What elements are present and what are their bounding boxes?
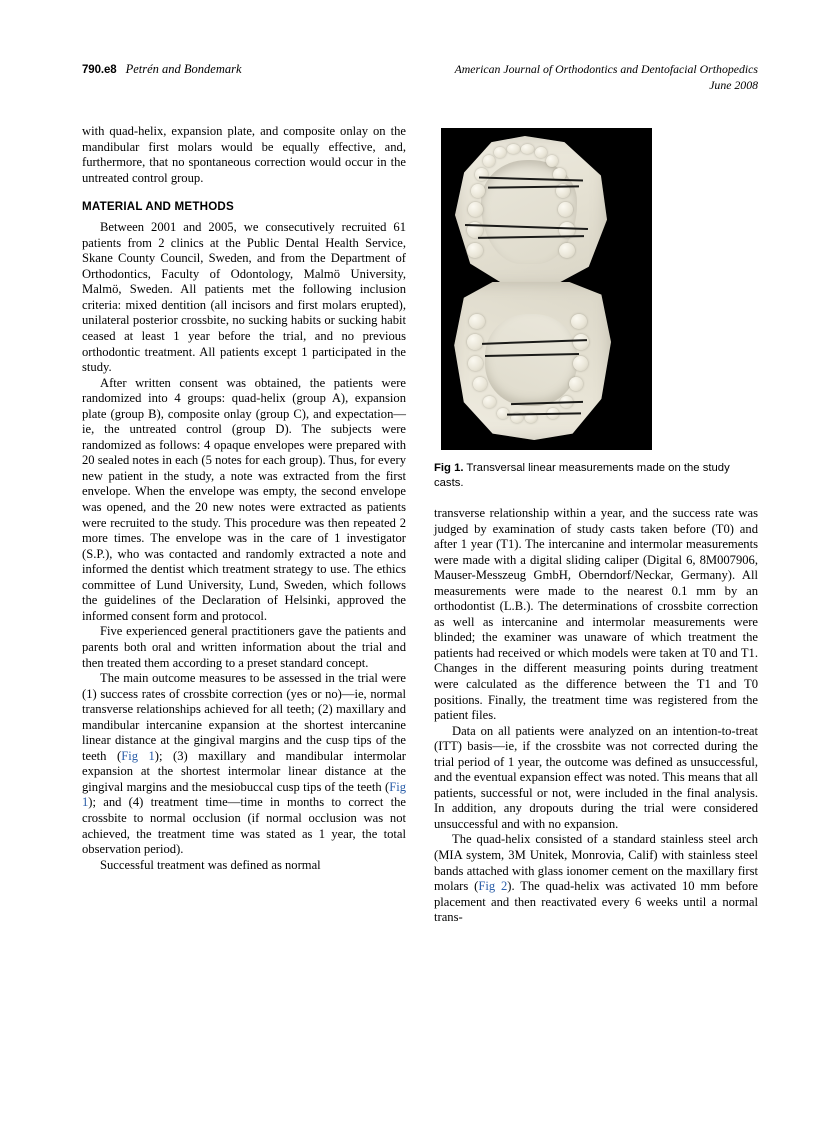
- tooth-bump: [475, 168, 488, 181]
- running-head-right: [455, 62, 758, 93]
- tooth-bump: [558, 202, 573, 217]
- paragraph-recruitment: Between 2001 and 2005, we consecutively recruited 61 patients from 2 clinics at the Public Dental Health Service, Skane County Council, Sweden, and from the Department of Orthodontics, Faculty of Odontology, Malmö University, Malmö, Sweden. All patients met the following inclusion criteria: mixed dentition (all incisors and first molars erupted), unilateral posterior crossbite, no sucking habits or sucking habit ceased at least 1 year before the trial, and no previous orthodontic treatment. All patients except 1 participated in the study.: [82, 220, 406, 375]
- tooth-bump: [471, 184, 485, 198]
- tooth-bump: [573, 334, 589, 350]
- tooth-bump: [494, 147, 506, 158]
- tooth-bump: [569, 377, 583, 391]
- dental-study-casts-photograph: [441, 128, 652, 450]
- paragraph-successful-treatment: Successful treatment was defined as normal: [100, 857, 321, 872]
- tooth-bump: [507, 144, 520, 154]
- paragraph-itt-analysis: Data on all patients were analyzed on an intention-to-treat (ITT) basis—ie, if the crossbite was not corrected during the trial period of 1 year, the outcome was defined as unsuccessful, and the eventual expansion effect was noted. This means that all patients, successful or not, were included in the final analysis. In addition, any dropouts during the trial were considered unsuccessful and with no expansion.: [434, 723, 758, 831]
- running-head-left: [82, 62, 242, 78]
- outcome-text-a: The main outcome measures to be assessed in the trial were (1) success rates of crossbite correction (yes or no)—ie, normal transverse relationships achieved for all teeth; (2) maxillary and mandibular intercanine expansion at the shortest intercanine linear distance at the gingival margins and the cusp tips of the teeth (: [82, 671, 406, 763]
- page-folio: 790.e8: [82, 64, 117, 76]
- figure-1: [434, 128, 758, 490]
- tooth-bump: [469, 314, 485, 329]
- journal-title: American Journal of Orthodontics and Dentofacial Orthopedics: [454, 62, 758, 76]
- tooth-bump: [468, 356, 483, 371]
- journal-issue: June 2008: [709, 77, 758, 92]
- figure-link-fig2[interactable]: Fig 2: [478, 879, 508, 894]
- paragraph-randomization: After written consent was obtained, the patients were randomized into 4 groups: quad-helix (group A), expansion plate (group B), composite onlay (group C), and expectation—ie, the untreated control (group D). The subjects were randomized as follows: 4 opaque envelopes were prepared with 20 sealed notes in each (5 notes for each group). Thus, for every new patient in the study, a note was extracted from the first envelope. When the envelope was empty, the second envelope was opened, and the 20 new notes were extracted as patients were recruited to the study. This procedure was then repeated 2 more times. The envelope was in the care of 1 investigator (S.P.), who was contacted and randomly extracted a note and informed the dentist which treatment strategy to use. The ethics committee of Lund University, Lund, Sweden, which follows the guidelines of the Declaration of Helsinki, approved the informed consent form and protocol.: [82, 375, 406, 623]
- tooth-bump: [467, 334, 483, 350]
- mandibular-floor-surface: [485, 314, 577, 406]
- paragraph-continued: with quad-helix, expansion plate, and composite onlay on the mandibular first molars would be equally effective, and, furthermore, that no spontaneous correction would occur in the untreated control group.: [82, 124, 406, 185]
- paragraph-quad-helix: [434, 832, 758, 925]
- figure-label: Fig 1.: [434, 462, 464, 474]
- tooth-bump: [467, 243, 483, 258]
- body-columns: [82, 124, 758, 1064]
- paragraph-measurements: transverse relationship within a year, and the success rate was judged by examination of study casts taken before (T0) and after 1 year (T1). The intercanine and intermolar measurements were made with a digital sliding caliper (Digital 6, 8M007906, Mauser-Messzeug GmbH, Oberndorf/Neckar, Germany). All measurements were made to the nearest 0.1 mm by an orthodontist (L.B.). The determinations of crossbite correction as well as intercanine and intermolar measurements were blinded; the examiner was unaware of which treatment the patients had received or which models were taken at T0 and T1. Changes in the different measuring points during treatment were calculated as the difference between the T1 and T0 positions. Finally, the treatment time was registered from the patient files.: [434, 506, 758, 723]
- section-heading-material-and-methods: MATERIAL AND METHODS: [82, 200, 234, 214]
- running-head: [82, 62, 758, 93]
- figure-spacer: [434, 490, 758, 506]
- left-column: [82, 124, 406, 873]
- outcome-text-c: ); and (4) treatment time—time in months to correct the crossbite to normal occlusion (if normal occlusion was not achieved, the treatment time was stated as 1 year, the total observation period).: [82, 795, 406, 857]
- figure-caption-text: Transversal linear measurements made on the study casts.: [434, 462, 730, 489]
- tooth-bump: [473, 377, 487, 391]
- tooth-bump: [483, 155, 495, 167]
- figure-link-fig1-b[interactable]: Fig 1: [82, 779, 406, 810]
- tooth-bump: [521, 144, 534, 154]
- quad-helix-text-a: The quad-helix consisted of a standard stainless steel arch (MIA system, 3M Unitek, Monrovia, Calif) with stainless steel bands attached with glass ionomer cement on the maxillary first molars (: [434, 832, 758, 894]
- right-column: [434, 124, 758, 926]
- tooth-bump: [573, 356, 588, 371]
- tooth-bump: [571, 314, 587, 329]
- paragraph-outcome-measures: [82, 671, 406, 858]
- tooth-bump: [468, 202, 483, 217]
- tooth-bump: [546, 155, 558, 167]
- tooth-bump: [483, 396, 496, 408]
- quad-helix-text-b: ). The quad-helix was activated 10 mm before placement and then reactivated every 6 weeks until a normal trans-: [434, 879, 758, 925]
- running-head-authors: Petrén and Bondemark: [125, 62, 242, 76]
- figure-caption: [434, 461, 758, 490]
- figure-link-fig1-a[interactable]: Fig 1: [121, 748, 155, 763]
- tooth-bump: [535, 147, 547, 158]
- paragraph-practitioners: Five experienced general practitioners gave the patients and parents both oral and written information about the trial and then treated them according to a preset standard concept.: [82, 624, 406, 670]
- tooth-bump: [559, 243, 575, 258]
- outcome-text-b: ); (3) maxillary and mandibular intermolar expansion at the shortest intermolar linear distance at the gingival margins and the mesiobuccal cusp tips of the teeth (: [82, 748, 406, 794]
